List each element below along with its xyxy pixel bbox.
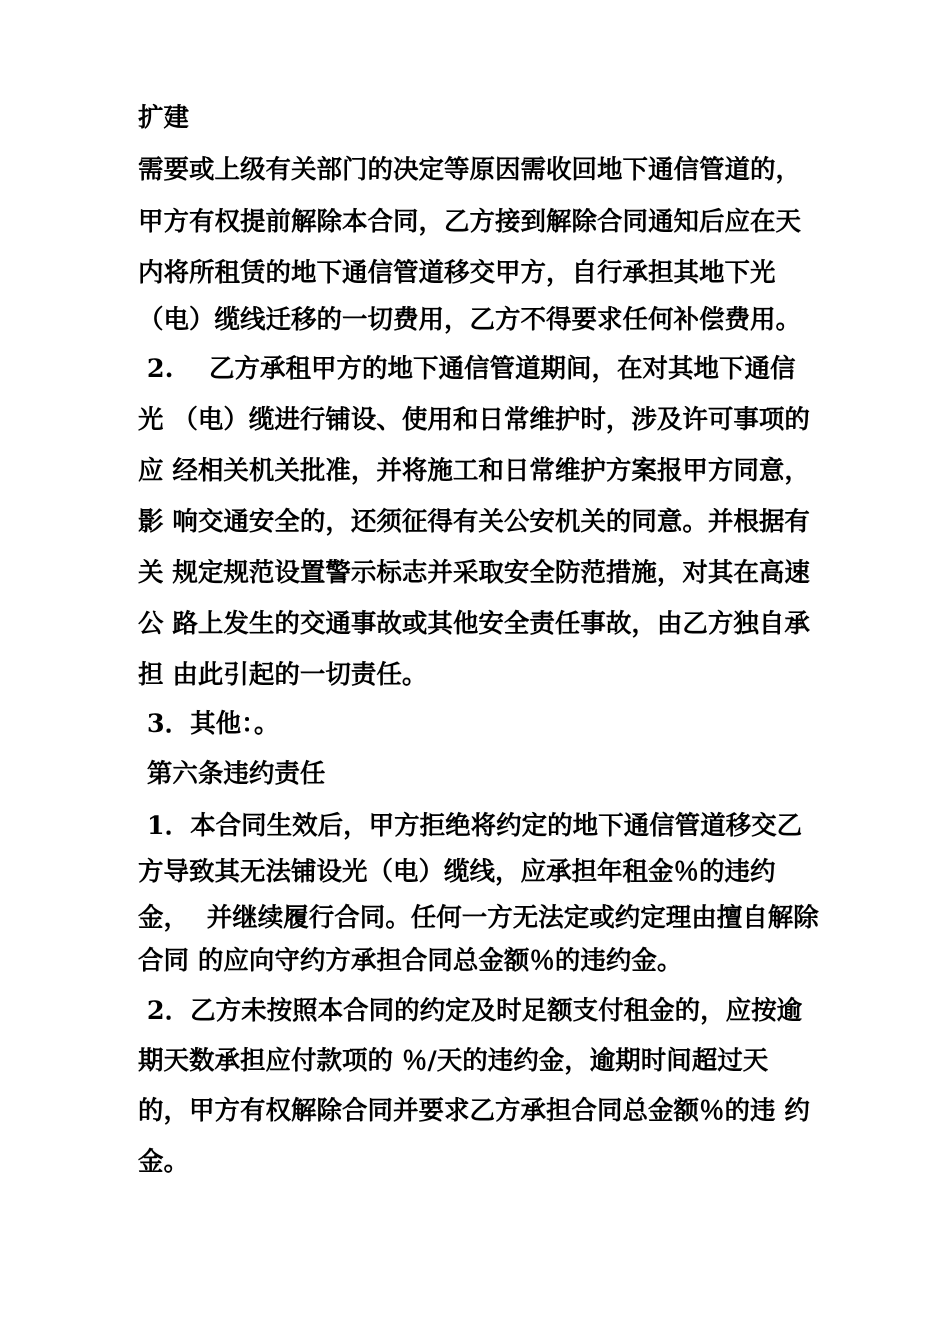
- text-line-17: 金， 并继续履行合同。任何一方无法定或约定理由擅自解除: [138, 903, 819, 933]
- text-line-18: 合同 的应向守约方承担合同总金额％的违约金。: [138, 946, 683, 976]
- list-item-2: 2. 乙方承租甲方的地下通信管道期间，在对其地下通信: [138, 354, 796, 384]
- text-line-11: 公 路上发生的交通事故或其他安全责任事故，由乙方独自承: [138, 609, 810, 639]
- text-line-22: 金。: [138, 1147, 190, 1177]
- text-line-12: 担 由此引起的一切责任。: [138, 660, 428, 690]
- section-heading: 第六条违约责任: [138, 759, 326, 789]
- text-line-2: 需要或上级有关部门的决定等原因需收回地下通信管道的，: [138, 155, 802, 185]
- clause-1: 1．本合同生效后，甲方拒绝将约定的地下通信管道移交乙: [138, 811, 803, 841]
- text-line-3: 甲方有权提前解除本合同，乙方接到解除合同通知后应在天: [138, 207, 802, 237]
- clause-2: 2．乙方未按照本合同的约定及时足额支付租金的，应按逾: [138, 996, 803, 1026]
- text-line-9: 影 响交通安全的，还须征得有关公安机关的同意。并根据有: [138, 507, 810, 537]
- text-line-10: 关 规定规范设置警示标志并采取安全防范措施，对其在高速: [138, 558, 810, 588]
- text-line-16: 方导致其无法铺设光（电）缆线，应承担年租金％的违约: [138, 857, 776, 887]
- text-line-7: 光 （电）缆进行铺设、使用和日常维护时，涉及许可事项的: [138, 405, 810, 435]
- text-line-1: 扩建: [138, 103, 190, 133]
- text-line-20: 期天数承担应付款项的 ％/天的违约金，逾期时间超过天: [138, 1046, 769, 1076]
- text-line-5: （电）缆线迁移的一切费用，乙方不得要求任何补偿费用。: [138, 305, 802, 335]
- text-line-4: 内将所租赁的地下通信管道移交甲方，自行承担其地下光: [138, 258, 776, 288]
- text-line-8: 应 经相关机关批准，并将施工和日常维护方案报甲方同意，: [138, 456, 810, 486]
- list-item-3: 3．其他：。: [138, 709, 280, 739]
- text-line-21: 的，甲方有权解除合同并要求乙方承担合同总金额％的违 约: [138, 1096, 810, 1126]
